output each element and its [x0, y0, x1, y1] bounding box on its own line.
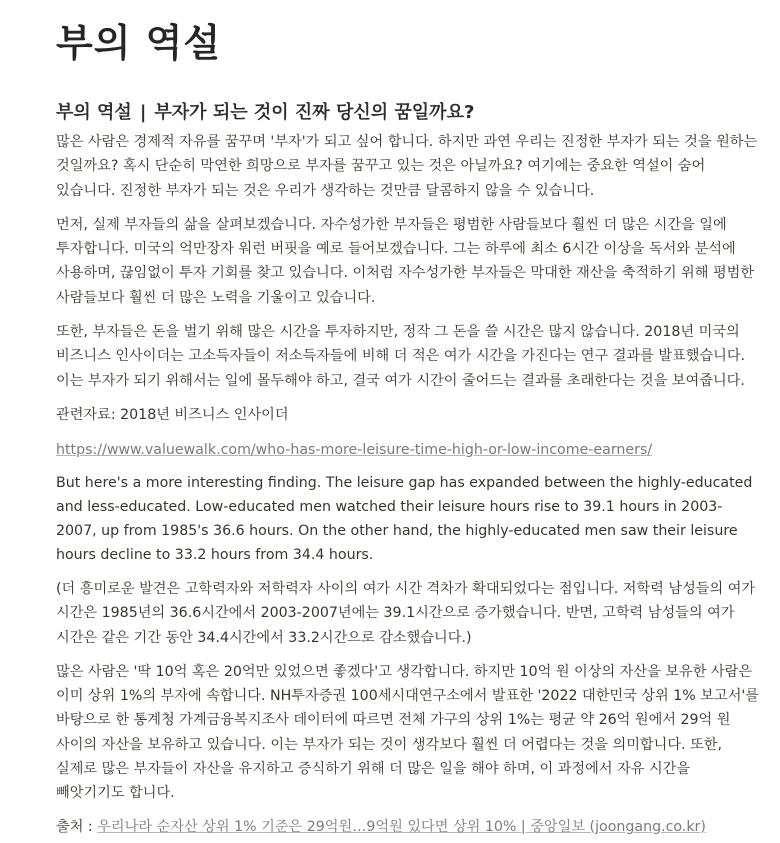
page-title: 부의 역설: [56, 21, 222, 65]
section-heading: [56, 100, 762, 126]
reference-label: 관련자료: 2018년 비즈니스 인사이더: [56, 406, 289, 423]
paragraph-intro: 많은 사람은 경제적 자유를 꿈꾸며 '부자'가 되고 싶어 합니다. 하지만 과연 우리는 진정한 부자가 되는 것을 원하는 것일까요? 혹시 단순히 막연한 희망으로 부자를 꿈꾸고 있는 것은 아닐까요? 여기에는 중요한 역설이 숨어 있습니다. 진정한 부자가 되는 것은 우리가 생각하는 것만큼 달콤하지 않을 수 있습니다.: [56, 134, 758, 199]
source-label: 출처 :: [56, 818, 93, 835]
paragraph-top-one-percent: 많은 사람은 '딱 10억 혹은 20억만 있었으면 좋겠다'고 생각합니다. 하지만 10억 원 이상의 자산을 보유한 사람은 이미 상위 1%의 부자에 속합니다. NH투자증권 100세시대연구소에서 발표한 '2022 대한민국 상위 1% 보고서'를 바탕으로 한 통계청 가계금융복지조사 데이터에 따르면 전체 가구의 상위 1%는 평균 약 26억 원에서 29억 원 사이의 자산을 보유하고 있습니다. 이는 부자가 되는 것이 생각보다 훨씬 더 어렵다는 것을 의미합니다. 또한, 실제로 많은 부자들이 자산을 유지하고 증식하기 위해 더 많은 일을 해야 하며, 이 과정에서 자유 시간을 빼앗기기도 합니다.: [56, 663, 760, 802]
paragraph-translation: (더 흥미로운 발견은 고학력자와 저학력자 사이의 여가 시간 격차가 확대되었다는 점입니다. 저학력 남성들의 여가 시간은 1985년의 36.6시간에서 2003-2007년에는 39.1시간으로 증가했습니다. 반면, 고학력 남성들의 여가 시간은 같은 기간 동안 34.4시간에서 33.2시간으로 감소했습니다.): [56, 580, 756, 646]
source-line: [56, 816, 762, 838]
reference-link[interactable]: https://www.valuewalk.com/who-has-more-leisure-time-high-or-low-income-earners/: [56, 441, 653, 458]
document-page: [56, 16, 762, 838]
heading-left: 부의 역설: [56, 102, 132, 123]
paragraph-english-quote: But here's a more interesting finding. The leisure gap has expanded between the highly-educated and less-educated. Low-educated men watched their leisure hours rise to 39.1 hours in 2003-2007, up from 1985's 36.6 hours. On the other hand, the highly-educated men saw their leisure hours decline to 33.2 hours from 34.4 hours.: [56, 474, 753, 563]
heading-separator: |: [139, 102, 147, 123]
source-link[interactable]: 우리나라 순자산 상위 1% 기준은 29억원…9억원 있다면 상위 10% | 중앙일보 (joongang.co.kr): [97, 818, 706, 835]
heading-right: 부자가 되는 것이 진짜 당신의 꿈일까요?: [154, 102, 475, 123]
paragraph-self-made-rich: 먼저, 실제 부자들의 삶을 살펴보겠습니다. 자수성가한 부자들은 평범한 사람들보다 훨씬 더 많은 시간을 일에 투자합니다. 미국의 억만장자 워런 버핏을 예로 들어보겠습니다. 그는 하루에 최소 6시간 이상을 독서와 분석에 사용하며, 끊임없이 투자 기회를 찾고 있습니다. 이처럼 자수성가한 부자들은 막대한 재산을 축적하기 위해 평범한 사람들보다 훨씬 더 많은 노력을 기울이고 있습니다.: [56, 216, 755, 306]
paragraph-leisure-time: 또한, 부자들은 돈을 벌기 위해 많은 시간을 투자하지만, 정작 그 돈을 쓸 시간은 많지 않습니다. 2018년 미국의 비즈니스 인사이더는 고소득자들이 저소득자들에 비해 더 적은 여가 시간을 가진다는 연구 결과를 발표했습니다. 이는 부자가 되기 위해서는 일에 몰두해야 하고, 결국 여가 시간이 줄어드는 결과를 초래한다는 것을 보여줍니다.: [56, 324, 746, 389]
